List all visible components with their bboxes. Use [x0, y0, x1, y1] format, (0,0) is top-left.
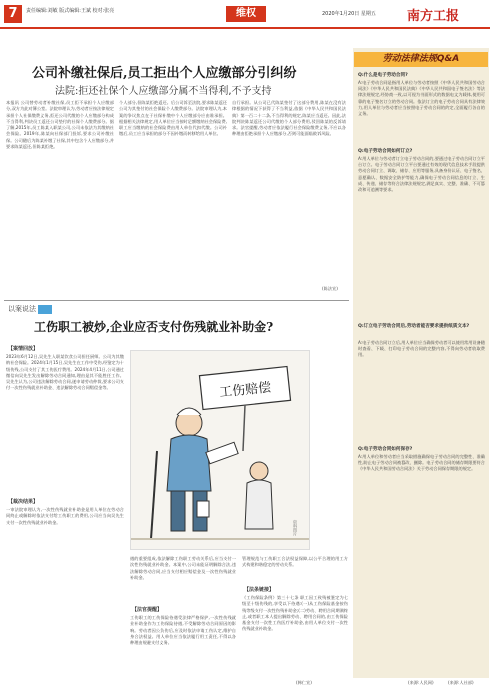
advice-heading: 【法官提醒】 — [132, 607, 163, 613]
answer-4: A:用人单位和劳动者应当采取措施确保电子劳动合同的完整性、准确性,防止电子劳动合同被篡改、删除。电子劳动合同的储存期限要符合《中华人民共和国劳动合同法》关于劳动合同保存期限的规定。 — [358, 454, 485, 472]
ruling-heading: 【裁决结果】 — [8, 499, 39, 505]
issue-date: 2020年1月20日 星期五 — [322, 11, 376, 17]
law-link-heading: 【法条链接】 — [244, 587, 275, 593]
article1-subtitle: 法院:拒还社保个人应缴部分属不当得利,不予支持 — [55, 86, 272, 97]
illustration-credit: 资料图片 — [293, 520, 298, 536]
case-heading: 【案情回放】 — [8, 346, 39, 352]
question-4: Q:电子劳动合同如何保存? — [358, 447, 413, 452]
question-3: Q:订立电子劳动合同后,劳动者能否要求提供纸质文本? — [358, 324, 470, 329]
section-label: 维权 — [226, 6, 266, 22]
page-number: 7 — [4, 5, 22, 23]
article2-illustration — [130, 350, 310, 550]
article2-title: 工伤职工被炒,企业应否支付伤残就业补助金? — [34, 320, 274, 334]
article2-law-text: 《工伤保险条例》第三十七条 职工因工致残被鉴定为七级至十级伤残的,享受以下待遇:(一)从工伤保险基金按伤残等级支付一次性伤残补助金;(二)劳动、聘用合同期满终止,或者职工本人提出解除劳动、聘用合同的,由工伤保险基金支付一次性工伤医疗补助金,由用人单位支付一次性伤残就业补助金。 — [242, 595, 348, 632]
article-source: (来源:人民网) — [408, 680, 434, 685]
sidebar-source: (来源:人社部) — [448, 680, 474, 685]
article1-column-2: 个人部分,但陈某拒绝返还。后公司诉至法院,要求陈某返还公司为其垫付的社会保险个人缴费部分。法院审理认为,本案的争议焦点在于社保补缴中个人应缴部分应由谁承担。根据相关法律规定,用人单位应当按时足额缴纳社会保险费,职工应当缴纳的社会保险费由用人单位代扣代缴。公司补缴后,员工应当承担的部分不因补缴而转移给用人单位。 — [119, 100, 227, 137]
article1-column-1: 本报讯 公司替劳动者补缴社保,员工拒不承担个人应缴部分,双方为此对簿公堂。法院审理认为,劳动者应按法律规定承担个人社保缴费义务,拒还公司代缴的个人应缴部分构成不当得利,判决员工返还公司垫付的社保个人缴费部分。据了解,2015年,员工陈某入职某公司,公司未依法为其缴纳社会保险。2019年,陈某向社保部门投诉,要求公司补缴社保。公司随后为陈某补缴了社保,其中包含个人应缴部分,并要求陈某返还,但陈某拒绝。 — [6, 100, 114, 150]
article1-title: 公司补缴社保后,员工拒出个人应缴部分引纠纷 — [32, 66, 297, 81]
article2-byline: (韩仁宣) — [296, 680, 312, 685]
article2-column-3-top: 管理规范与工伤职工合法权益保障,以公平合理的用工方式构建和谐稳定的劳动关系。 — [242, 556, 348, 568]
question-2: Q:电子劳动合同如何订立? — [358, 149, 413, 154]
injured-worker-illustration — [131, 351, 310, 550]
article2-column-2-top: 遇的重要组成,依法解除工伤职工劳动关系后,应当支付一次性伤残就业补助金。本案中,公司未能证明解除合法,违法解除劳动合同,应当支付相应赔偿金及一次性伤残就业补助金。 — [130, 556, 236, 580]
answer-2: A:用人单位与劳动者订立电子劳动合同的,要通过电子劳动合同订立平台订立。电子劳动合同订立平台要通过有效的现代信息技术手段提供劳动合同订立、调取、储存、应用等服务,具备身份认证、电子签名、意愿确认、数据安全防护等能力,确保电子劳动合同信息的订立、生成、传递、储存等符合法律法规规定,满足真实、完整、准确、不可篡改和可追溯等要求。 — [358, 156, 485, 193]
article2-advice-text: 工伤职工的工伤保险待遇受法律严格保护,一次性伤残就业补助金作为工伤保险待遇,不受解除劳动合同原因的影响。劳动者因公负伤后,应及时依法申请工伤认定,维护自身合法权益。用人单位应当依法履行用工责任,不得以各种理由规避支付义务。 — [130, 615, 236, 646]
article2-kicker: 以案说法 — [8, 304, 52, 314]
editor-credits: 责任编辑:刘敏 版式编辑:王斌 校对:张亮 — [26, 8, 115, 14]
article1-byline: (陈法宣) — [322, 286, 338, 291]
answer-1: A:电子劳动合同是指用人单位与劳动者按照《中华人民共和国劳动合同法》《中华人民共和国民法典》《中华人民共和国电子签名法》等法律法规规定,经协商一致,以可视为书面形式的数据电文为载体,使用可靠的电子签名订立的劳动合同。依法订立的电子劳动合同具有法律效力,用人单位与劳动者应当按照电子劳动合同的约定,全面履行各自的义务。 — [358, 80, 485, 117]
article-divider — [4, 300, 349, 301]
question-1: Q:什么是电子劳动合同? — [358, 73, 408, 78]
sign-text: 工伤赔偿 — [218, 380, 272, 401]
qa-sidebar-title: 劳动法律法规Q&A — [354, 52, 488, 67]
article2-ruling-text: 一审法院审理认为,一次性伤残就业补助金是用人单位在劳动合同终止或解除时依法支付给工伤职工的费用,公司应当向吴先生支付一次性伤残就业补助金。 — [6, 507, 124, 525]
article1-column-3: 自行承担。从公司已代陈某垫付了这部分费用,陈某在没有法律根据的情况下获得了不当利益,依据《中华人民共和国民法典》第一百二十二条,不当得利的规定,陈某应当返还。因此,法院判决陈某返还公司代缴的个人部分费用,驳回陈某的反诉请求。法官提醒,劳动者应依法履行社会保险缴费义务,不应以各种理由拒绝承担个人应缴部分,否则可能面临败诉风险。 — [232, 100, 346, 137]
article2-case-text: 2023年6月12日,吴先生入职某饮食公司担任厨师。公司为其缴纳社会保险。2024年1月15日,吴先生在工作中受伤,经鉴定为十级伤残,公司支付了其工伤医疗费用。2024年4月11日,公司通过微信向吴先生发出解除劳动合同通知,理由是其不能胜任工作。吴先生认为,公司违法解除劳动合同,遂申请劳动仲裁,要求公司支付一次性伤残就业补助金、违法解除劳动合同赔偿金等。 — [6, 354, 124, 391]
header-rule — [0, 27, 490, 29]
newspaper-logo: 南方工报 — [407, 9, 460, 24]
answer-3: A:电子劳动合同订立后,用人单位应当确保劳动者可以使用常用设备随时查看、下载、打印电子劳动合同的完整内容,不得向劳动者收取费用。 — [358, 340, 485, 358]
